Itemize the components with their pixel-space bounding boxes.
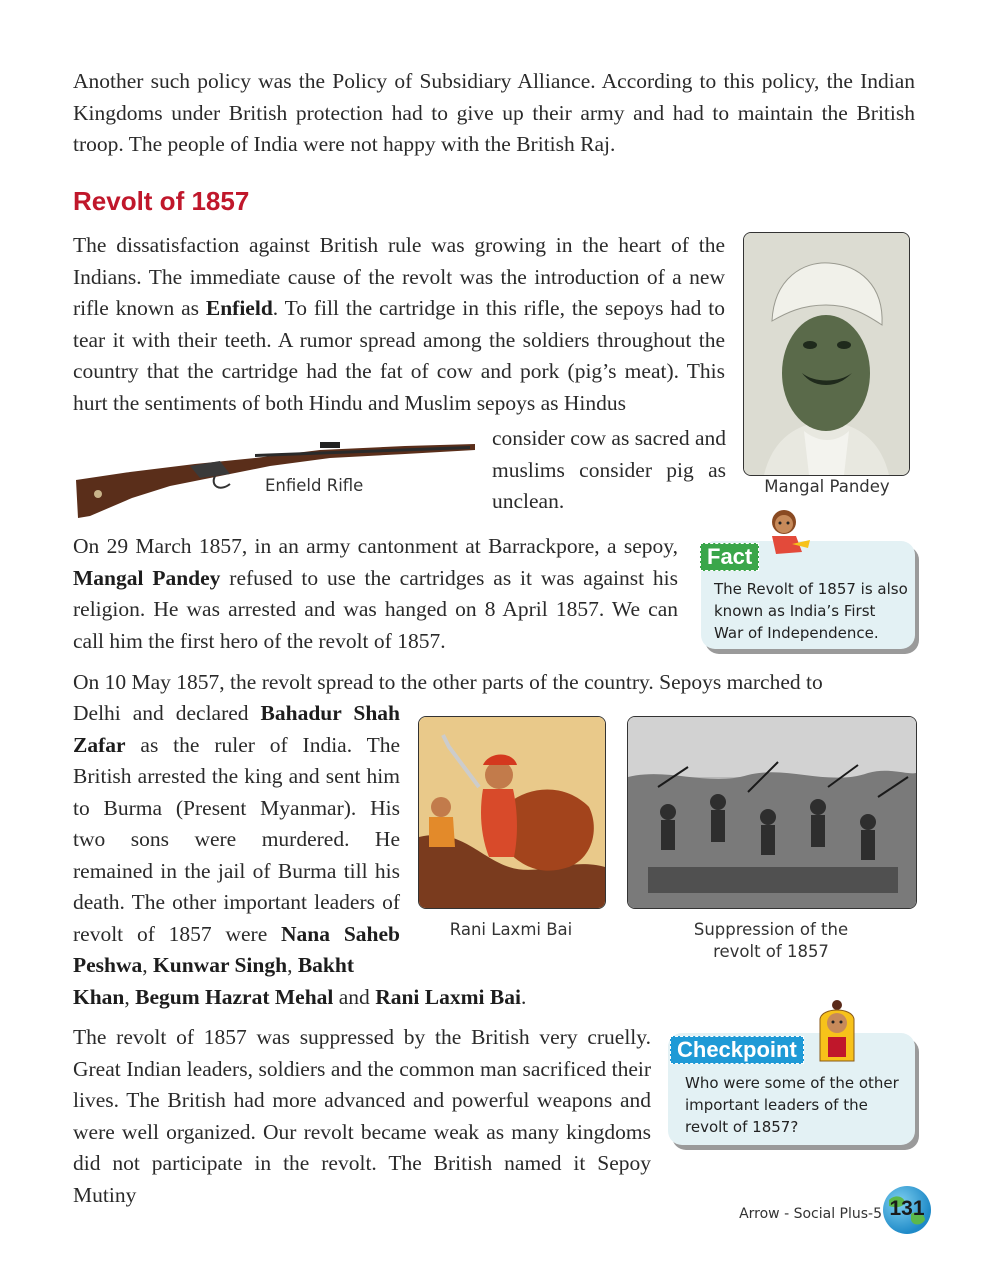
- mangal-pandey-photo: [743, 232, 910, 476]
- paragraph-bahadur-shah: Delhi and declared Bahadur Shah Zafar as the ruler of India. The British arrested the king and sent him to Burma (Present Myanmar). His two sons were murdered. He remained in the jail of Burma till his death. The other important leaders of revolt of 1857 were Nana Saheb Peshwa, Kunwar Singh, Bakht: [73, 701, 400, 977]
- paragraph-enfield-continued: consider cow as sacred and muslims consider pig as unclean.: [492, 426, 727, 513]
- rani-laxmi-bai-painting: [418, 716, 606, 909]
- paragraph-enfield: The dissatisfaction against British rule was growing in the heart of the Indians. The immediate cause of the revolt was the introduction of a new rifle known as Enfield. To fill the cartridge in this rifle, the sepoys had to tear it with their teeth. A rumor spread among the soldiers throughout the country that the cartridge had the fat of cow and pork (pig’s meat). This hurt the sentiments of both Hindu and Muslim sepoys as Hindus: [73, 233, 726, 415]
- rani-caption: Rani Laxmi Bai: [449, 920, 573, 939]
- term-khan: Khan: [73, 985, 125, 1009]
- suppression-caption-line-2: revolt of 1857: [713, 942, 829, 961]
- footer-book-title: Arrow - Social Plus-5: [739, 1206, 882, 1222]
- term-mangal-pandey: Mangal Pandey: [73, 565, 221, 590]
- paragraph-leaders-last-line: Khan, Begum Hazrat Mehal and Rani Laxmi Bai.: [73, 985, 527, 1009]
- term-nana-saheb-peshwa: Nana Saheb Peshwa: [73, 921, 400, 977]
- page-number-globe: [883, 1186, 931, 1234]
- suppression-caption: [640, 919, 902, 963]
- pandey-caption: Mangal Pandey: [764, 477, 890, 496]
- term-bakht: Bakht: [297, 953, 354, 977]
- paragraph-may-10-line: On 10 May 1857, the revolt spread to the other parts of the country. Sepoys marched to: [73, 670, 823, 694]
- fact-label: Fact: [700, 543, 759, 571]
- checkpoint-label: Checkpoint: [670, 1036, 804, 1064]
- term-bahadur-shah-zafar: Bahadur Shah Zafar: [73, 701, 400, 757]
- paragraph-suppression: The revolt of 1857 was suppressed by the British very cruelly. Great Indian leaders, soldiers and the common man sacrificed their lives. The British had more advanced and powerful weapons and were well organized. Our revolt became weak as many kingdoms did not participate in the revolt. The British named it Sepoy Mutiny: [73, 1025, 651, 1207]
- rifle-caption: Enfield Rifle: [265, 476, 364, 495]
- suppression-caption-line-1: Suppression of the: [693, 920, 849, 939]
- fact-mascot-icon: [762, 506, 812, 564]
- page-number: 131: [889, 1197, 925, 1220]
- paragraph-mangal-pandey: On 29 March 1857, in an army cantonment at Barrackpore, a sepoy, Mangal Pandey refused to use the cartridges as it was against his religion. He was arrested and was hanged on 8 April 1857. We can call him the first hero of the revolt of 1857.: [73, 534, 678, 653]
- term-kunwar-singh: Kunwar Singh: [153, 953, 288, 977]
- checkpoint-mascot-icon: [816, 997, 858, 1063]
- section-heading: Revolt of 1857: [73, 186, 250, 216]
- fact-text: The Revolt of 1857 is also known as India’s First War of Independence.: [714, 580, 908, 642]
- checkpoint-text: Who were some of the other important leaders of the revolt of 1857?: [685, 1074, 899, 1136]
- term-rani-laxmi-bai: Rani Laxmi Bai: [375, 985, 521, 1009]
- term-enfield: Enfield: [205, 296, 273, 320]
- suppression-of-revolt-engraving: [627, 716, 917, 909]
- intro-paragraph: Another such policy was the Policy of Subsidiary Alliance. According to this policy, the Indian Kingdoms under British protection had to give up their army and had to maintain the British troop. The people of India were not happy with the British Raj.: [73, 69, 915, 156]
- term-begum-hazrat-mehal: Begum Hazrat Mehal: [135, 985, 334, 1009]
